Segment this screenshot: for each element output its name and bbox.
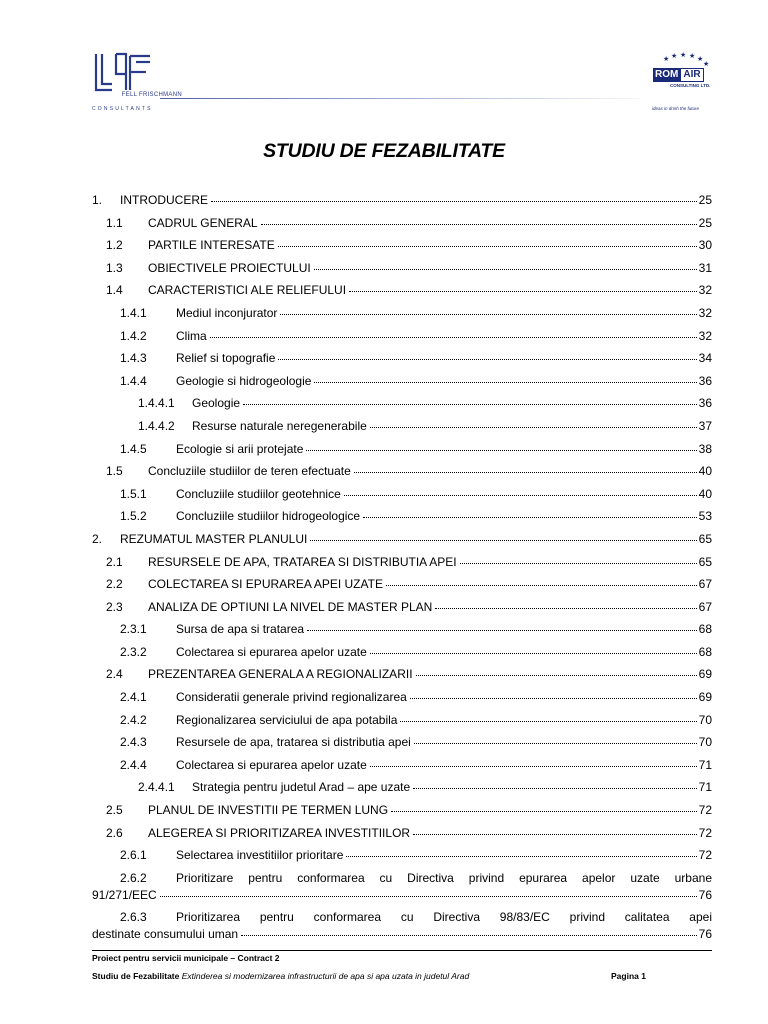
toc-entry-title: COLECTAREA SI EPURAREA APEI UZATE <box>148 577 383 592</box>
toc-entry-title-cont: destinate consumului uman <box>92 926 239 941</box>
toc-leader-dots <box>391 799 697 812</box>
toc-entry[interactable] <box>92 906 712 945</box>
toc-entry-page: 40 <box>698 464 712 479</box>
toc-leader-dots <box>370 754 697 767</box>
toc-entry-number: 1.4 <box>106 283 123 298</box>
document-title: STUDIU DE FEZABILITATE <box>263 140 505 162</box>
toc-entry[interactable] <box>92 347 712 370</box>
toc-entry-number: 2.4 <box>106 667 123 682</box>
toc-entry[interactable] <box>92 754 712 777</box>
page-header <box>0 0 768 130</box>
toc-entry-number: 1.4.5 <box>120 441 147 456</box>
toc-entry-page: 67 <box>698 577 712 592</box>
toc-entry-page: 65 <box>698 554 712 569</box>
toc-entry-number: 2.6.1 <box>120 848 147 863</box>
toc-entry-title: Geologie si hidrogeologie <box>176 373 312 388</box>
toc-leader-dots <box>261 212 697 225</box>
toc-leader-dots <box>416 663 697 676</box>
toc-leader-dots <box>278 347 696 360</box>
toc-entry-number: 1.4.3 <box>120 351 147 366</box>
toc-entry[interactable] <box>92 460 712 483</box>
toc-entry-number: 2.4.4 <box>120 757 147 772</box>
toc-entry-title: ALEGEREA SI PRIORITIZAREA INVESTITIILOR <box>148 825 411 840</box>
ff-logo-sub: CONSULTANTS <box>92 106 153 112</box>
toc-entry-page: 72 <box>698 803 712 818</box>
toc-entry-page: 36 <box>698 373 712 388</box>
toc-entry[interactable] <box>92 799 712 822</box>
toc-entry-page: 71 <box>698 780 712 795</box>
toc-entry-number: 1.4.4.2 <box>138 418 175 433</box>
toc-leader-dots <box>413 822 697 835</box>
toc-entry-title: Mediul inconjurator <box>176 305 278 320</box>
toc-entry[interactable] <box>92 663 712 686</box>
toc-entry[interactable] <box>92 483 712 506</box>
toc-leader-dots <box>460 551 697 564</box>
toc-entry-title: CARACTERISTICI ALE RELIEFULUI <box>148 283 347 298</box>
toc-entry-title: Relief si topografie <box>176 351 276 366</box>
toc-entry-page: 76 <box>698 887 712 902</box>
toc-leader-dots <box>278 234 697 247</box>
toc-leader-dots <box>310 528 696 541</box>
svg-text:★: ★ <box>689 53 696 60</box>
header-rule <box>160 98 640 99</box>
romair-badge <box>653 68 709 82</box>
toc-entry[interactable] <box>92 867 712 906</box>
toc-entry-page: 25 <box>698 193 712 207</box>
toc-entry-title: Prioritizare pentru conformarea cu Directiva privind epurarea apelor uzate urbane <box>176 870 712 885</box>
toc-leader-dots <box>349 279 697 292</box>
footer-study <box>92 971 652 981</box>
toc-entry-title: PLANUL DE INVESTITII PE TERMEN LUNG <box>148 803 389 818</box>
romair-consulting: CONSULTING LTD. <box>670 83 711 88</box>
toc-entry[interactable] <box>92 573 712 596</box>
toc-entry-title: INTRODUCERE <box>120 193 209 207</box>
toc-entry-number: 2. <box>92 531 103 546</box>
toc-leader-dots <box>414 731 697 744</box>
toc-entry-page: 70 <box>698 712 712 727</box>
toc-leader-dots <box>413 776 696 789</box>
toc-entry-title: Ecologie si arii protejate <box>176 441 304 456</box>
toc-entry-page: 67 <box>698 599 712 614</box>
toc-leader-dots <box>410 686 697 699</box>
table-of-contents <box>92 189 712 945</box>
toc-entry-number: 1.4.1 <box>120 305 147 320</box>
toc-entry-page: 31 <box>698 260 712 275</box>
toc-entry-number: 2.6.3 <box>120 909 147 924</box>
toc-entry[interactable] <box>92 641 712 664</box>
toc-entry-page: 40 <box>698 486 712 501</box>
toc-entry-title: Colectarea si epurarea apelor uzate <box>176 644 367 659</box>
toc-entry[interactable] <box>92 709 712 732</box>
footer-study-italic: Extinderea si modernizarea infrastructurii de apa si apa uzata in judetul Arad <box>181 971 470 981</box>
toc-entry-title: PREZENTAREA GENERALA A REGIONALIZARII <box>148 667 413 682</box>
toc-entry-number: 2.4.1 <box>120 690 147 705</box>
toc-entry-title: REZUMATUL MASTER PLANULUI <box>120 531 308 546</box>
toc-entry-title: ANALIZA DE OPTIUNI LA NIVEL DE MASTER PLAN <box>148 599 433 614</box>
toc-entry-title: Selectarea investitiilor prioritare <box>176 848 344 863</box>
toc-entry-number: 1.5.1 <box>120 486 147 501</box>
toc-entry-title: Sursa de apa si tratarea <box>176 622 305 637</box>
toc-entry-title: Strategia pentru judetul Arad – ape uzate <box>192 780 411 795</box>
toc-entry-page: 38 <box>698 441 712 456</box>
toc-leader-dots <box>354 460 697 473</box>
fell-frischmann-logo <box>92 50 182 112</box>
toc-entry-page: 65 <box>698 531 712 546</box>
toc-entry-page: 72 <box>698 825 712 840</box>
toc-entry-number: 2.5 <box>106 803 123 818</box>
toc-entry[interactable] <box>92 618 712 641</box>
toc-leader-dots <box>243 392 697 405</box>
toc-entry-page: 36 <box>698 396 712 411</box>
toc-entry-page: 32 <box>698 283 712 298</box>
toc-leader-dots <box>386 573 697 586</box>
toc-entry[interactable] <box>92 415 712 438</box>
toc-entry-title: RESURSELE DE APA, TRATAREA SI DISTRIBUTIA APEI <box>148 554 457 569</box>
toc-entry-number: 2.4.2 <box>120 712 147 727</box>
toc-leader-dots <box>314 257 697 270</box>
toc-entry[interactable] <box>92 596 712 619</box>
toc-entry-page: 25 <box>698 215 712 230</box>
toc-entry-number: 1.5.2 <box>120 509 147 524</box>
toc-entry-page: 37 <box>698 418 712 433</box>
toc-entry-page: 71 <box>698 757 712 772</box>
toc-entry[interactable] <box>92 844 712 867</box>
footer-rule <box>92 950 712 951</box>
toc-leader-dots <box>314 370 696 383</box>
footer-project: Proiect pentru servicii municipale – Contract 2 <box>92 953 280 963</box>
toc-entry-title: OBIECTIVELE PROIECTULUI <box>148 260 311 275</box>
toc-entry-line2 <box>92 925 712 942</box>
toc-entry-line2 <box>92 886 712 903</box>
toc-entry[interactable] <box>92 686 712 709</box>
toc-leader-dots <box>280 302 696 315</box>
toc-leader-dots <box>160 884 697 897</box>
footer-page-number: Pagina 1 <box>611 971 646 981</box>
toc-entry[interactable] <box>92 528 712 551</box>
toc-entry[interactable] <box>92 234 712 257</box>
toc-entry-title: Resursele de apa, tratarea si distributia apei <box>176 735 411 750</box>
toc-entry-page: 72 <box>698 848 712 863</box>
svg-text:★: ★ <box>697 56 704 63</box>
svg-text:★: ★ <box>680 52 687 59</box>
toc-entry-page: 70 <box>698 735 712 750</box>
toc-entry-page: 53 <box>698 509 712 524</box>
toc-entry-title: Colectarea si epurarea apelor uzate <box>176 757 367 772</box>
toc-leader-dots <box>307 618 697 631</box>
toc-entry-title: Regionalizarea serviciului de apa potabila <box>176 712 398 727</box>
toc-entry-title: Concluziile studiilor geotehnice <box>176 486 341 501</box>
toc-entry-title: Concluziile studiilor de teren efectuate <box>148 464 351 479</box>
toc-entry[interactable] <box>92 302 712 325</box>
toc-leader-dots <box>370 641 697 654</box>
toc-entry[interactable] <box>92 392 712 415</box>
toc-entry[interactable] <box>92 279 712 302</box>
toc-entry-page: 32 <box>698 328 712 343</box>
toc-entry-title: Consideratii generale privind regionalizarea <box>176 690 407 705</box>
toc-leader-dots <box>344 483 697 496</box>
toc-leader-dots <box>241 923 697 936</box>
toc-entry-number: 1.2 <box>106 238 123 253</box>
toc-entry[interactable] <box>92 731 712 754</box>
svg-text:★: ★ <box>703 61 710 68</box>
toc-entry-number: 1. <box>92 193 103 207</box>
toc-entry-page: 68 <box>698 644 712 659</box>
toc-entry-page: 76 <box>698 926 712 941</box>
footer-study-bold: Studiu de Fezabilitate <box>92 971 180 981</box>
toc-entry-page: 69 <box>698 667 712 682</box>
toc-entry[interactable] <box>92 189 712 212</box>
toc-entry-title: Clima <box>176 328 207 343</box>
romair-air: AIR <box>680 68 703 82</box>
toc-entry-number: 1.4.2 <box>120 328 147 343</box>
toc-entry-number: 2.3.1 <box>120 622 147 637</box>
romair-logo <box>640 50 720 120</box>
toc-leader-dots <box>370 415 697 428</box>
toc-entry-number: 2.3 <box>106 599 123 614</box>
toc-entry-number: 2.6.2 <box>120 870 147 885</box>
toc-leader-dots <box>363 505 697 518</box>
toc-entry-title-cont: 91/271/EEC <box>92 887 157 902</box>
romair-tagline: ideas in drinh the future <box>652 106 700 111</box>
toc-entry[interactable] <box>92 370 712 393</box>
toc-entry[interactable] <box>92 257 712 280</box>
toc-entry-number: 1.3 <box>106 260 123 275</box>
toc-entry-number: 2.4.4.1 <box>138 780 175 795</box>
toc-entry-page: 68 <box>698 622 712 637</box>
toc-entry-number: 1.5 <box>106 464 123 479</box>
toc-leader-dots <box>346 844 696 857</box>
toc-entry[interactable] <box>92 438 712 461</box>
svg-text:★: ★ <box>663 56 670 63</box>
toc-entry-number: 2.1 <box>106 554 123 569</box>
toc-entry-title: Resurse naturale neregenerabile <box>192 418 367 433</box>
toc-entry-number: 1.4.4.1 <box>138 396 175 411</box>
toc-entry-title: CADRUL GENERAL <box>148 215 258 230</box>
toc-entry-number: 2.4.3 <box>120 735 147 750</box>
toc-entry-number: 2.3.2 <box>120 644 147 659</box>
svg-text:★: ★ <box>671 53 678 60</box>
toc-leader-dots <box>211 189 697 202</box>
ff-logo-mark-icon <box>92 50 156 98</box>
toc-entry-title: Concluziile studiilor hidrogeologice <box>176 509 361 524</box>
toc-entry[interactable] <box>92 551 712 574</box>
toc-entry[interactable] <box>92 776 712 799</box>
toc-entry-number: 1.1 <box>106 215 123 230</box>
toc-leader-dots <box>210 325 697 338</box>
toc-entry[interactable] <box>92 212 712 235</box>
toc-entry-number: 1.4.4 <box>120 373 147 388</box>
toc-entry-number: 2.6 <box>106 825 123 840</box>
ff-logo-name: FELL FRISCHMANN <box>121 92 182 98</box>
toc-leader-dots <box>306 438 696 451</box>
toc-entry-page: 30 <box>698 238 712 253</box>
toc-entry-title: Prioritizarea pentru conformarea cu Directiva 98/83/EC privind calitatea apei <box>176 909 712 924</box>
toc-entry[interactable] <box>92 822 712 845</box>
toc-entry[interactable] <box>92 505 712 528</box>
toc-entry-page: 32 <box>698 305 712 320</box>
toc-entry[interactable] <box>92 325 712 348</box>
romair-rom: ROM <box>655 69 679 80</box>
toc-leader-dots <box>400 709 696 722</box>
toc-entry-title: PARTILE INTERESATE <box>148 238 275 253</box>
toc-entry-number: 2.2 <box>106 577 123 592</box>
toc-entry-page: 69 <box>698 690 712 705</box>
toc-entry-page: 34 <box>698 351 712 366</box>
toc-entry-title: Geologie <box>192 396 241 411</box>
toc-leader-dots <box>435 596 696 609</box>
